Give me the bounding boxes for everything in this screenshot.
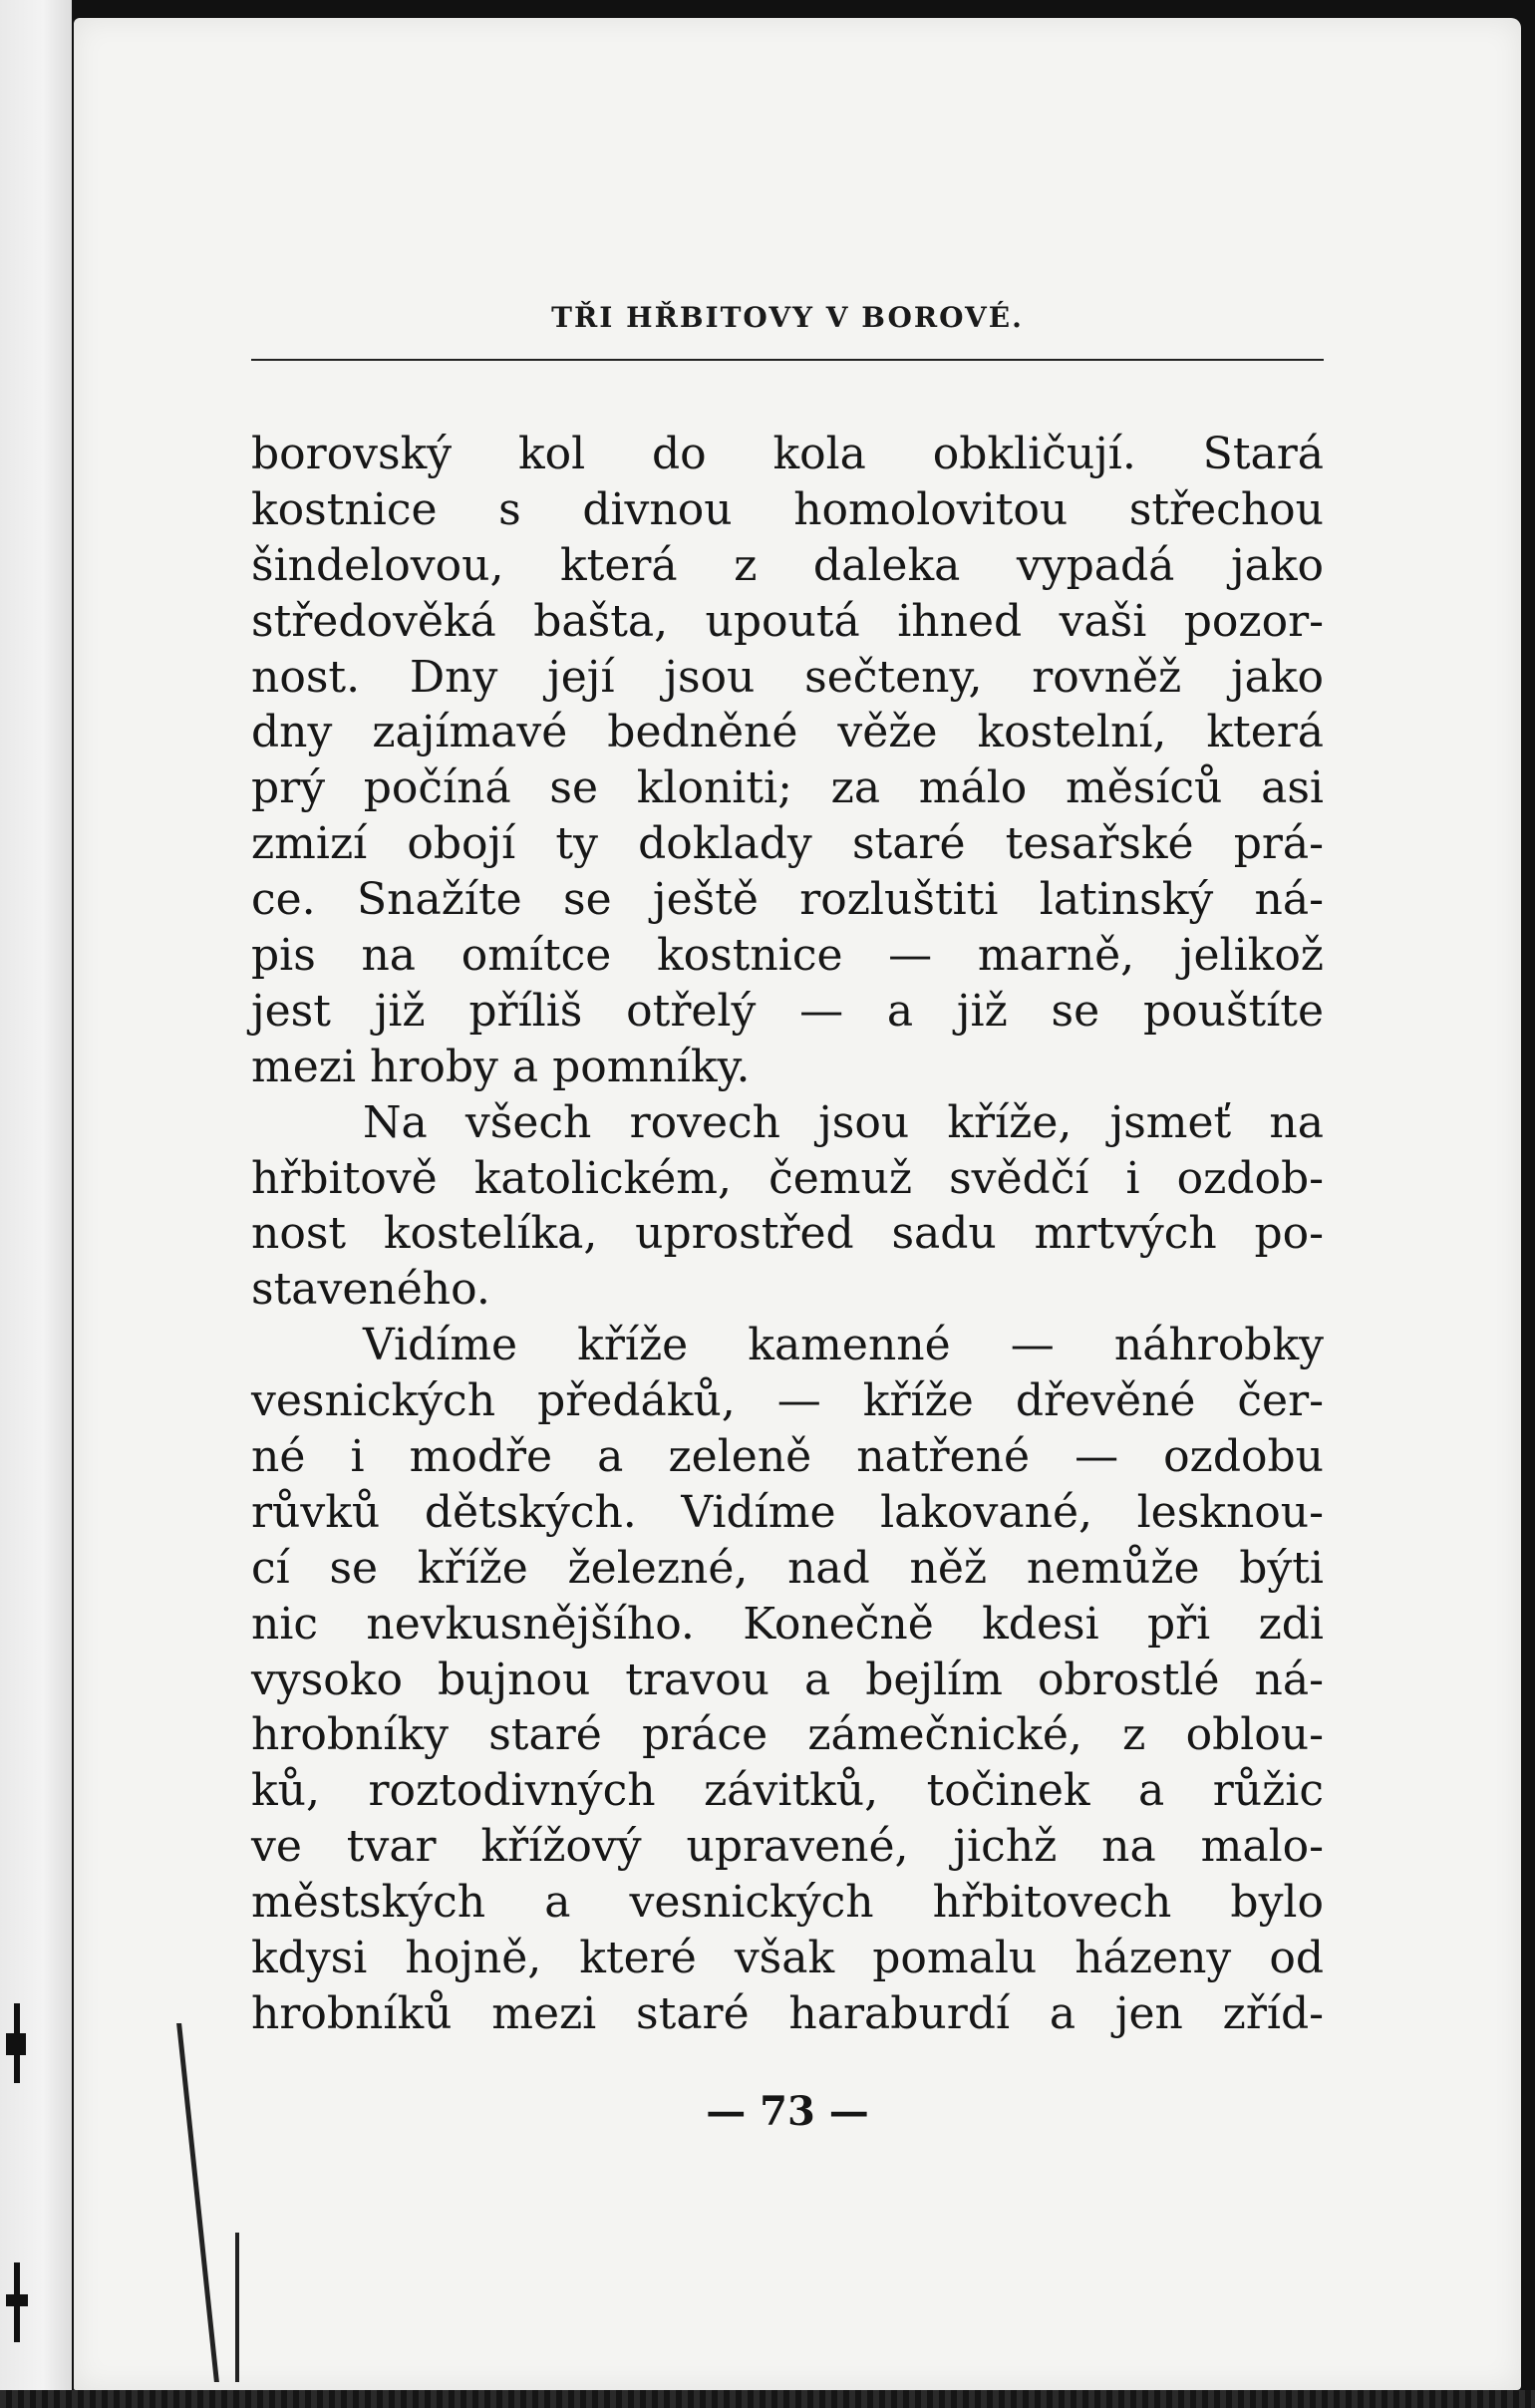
text-line: hrobníky staré práce zámečnické, z oblou- (251, 1709, 1324, 1761)
page-fold-line (235, 2233, 239, 2382)
binding-mark (6, 2033, 26, 2055)
text-line: nost. Dny její jsou sečteny, rovněž jako (251, 651, 1324, 703)
text-line: středověká bašta, upoutá ihned vaši pozor- (251, 595, 1324, 647)
text-line: cí se kříže železné, nad něž nemůže býti (251, 1542, 1324, 1594)
text-line: ků, roztodivných závitků, točinek a růžic (251, 1765, 1324, 1817)
text-line: městských a vesnických hřbitovech bylo (251, 1877, 1324, 1929)
scan-bottom-edge (0, 2390, 1535, 2408)
text-line: dny zajímavé bedněné věže kostelní, která (251, 707, 1324, 758)
text-line: vesnických předáků, — kříže dřevěné čer- (251, 1375, 1324, 1427)
text-line: kdysi hojně, které však pomalu házeny od (251, 1933, 1324, 1984)
text-line: nost kostelíka, uprostřed sadu mrtvých po- (251, 1208, 1324, 1260)
text-line: borovský kol do kola obkličují. Stará (251, 429, 1324, 479)
text-line: zmizí obojí ty doklady staré tesařské prá- (251, 818, 1324, 870)
text-line: kostnice s divnou homolovitou střechou (251, 483, 1324, 535)
text-line: ve tvar křížový upravené, jichž na malo- (251, 1821, 1324, 1873)
running-head: TŘI HŘBITOVY V BOROVÉ. (551, 301, 1024, 334)
text-line: hrobníků mezi staré haraburdí a jen zříd- (251, 1987, 1324, 2039)
text-line: ce. Snažíte se ještě rozluštiti latinský ná- (251, 874, 1324, 926)
text-line: jest již příliš otřelý — a již se pouštíte (251, 985, 1324, 1037)
binding-mark (6, 2294, 28, 2306)
text-line: nic nevkusnějšího. Konečně kdesi při zdi (251, 1598, 1324, 1650)
text-line: vysoko bujnou travou a bejlím obrostlé ná- (251, 1654, 1324, 1705)
text-line: mezi hroby a pomníky. (251, 1041, 751, 1092)
page-number: — 73 — (706, 2088, 869, 2135)
body-text (251, 427, 1324, 2042)
text-line: né i modře a zeleně natřené — ozdobu (251, 1431, 1324, 1483)
text-line: pis na omítce kostnice — marně, jelikož (251, 930, 1324, 982)
text-line: hřbitově katolickém, čemuž svědčí i ozdob- (251, 1152, 1324, 1204)
text-line: Na všech rovech jsou kříže, jsmeť na (363, 1096, 1324, 1148)
text-line: šindelovou, která z daleka vypadá jako (251, 539, 1324, 591)
header-rule (251, 359, 1324, 361)
text-line: Vidíme kříže kamenné — náhrobky (363, 1320, 1324, 1371)
text-line: růvků dětských. Vidíme lakované, lesknou- (251, 1486, 1324, 1538)
text-line: staveného. (251, 1264, 490, 1316)
text-line: prý počíná se kloniti; za málo měsíců asi (251, 762, 1324, 814)
